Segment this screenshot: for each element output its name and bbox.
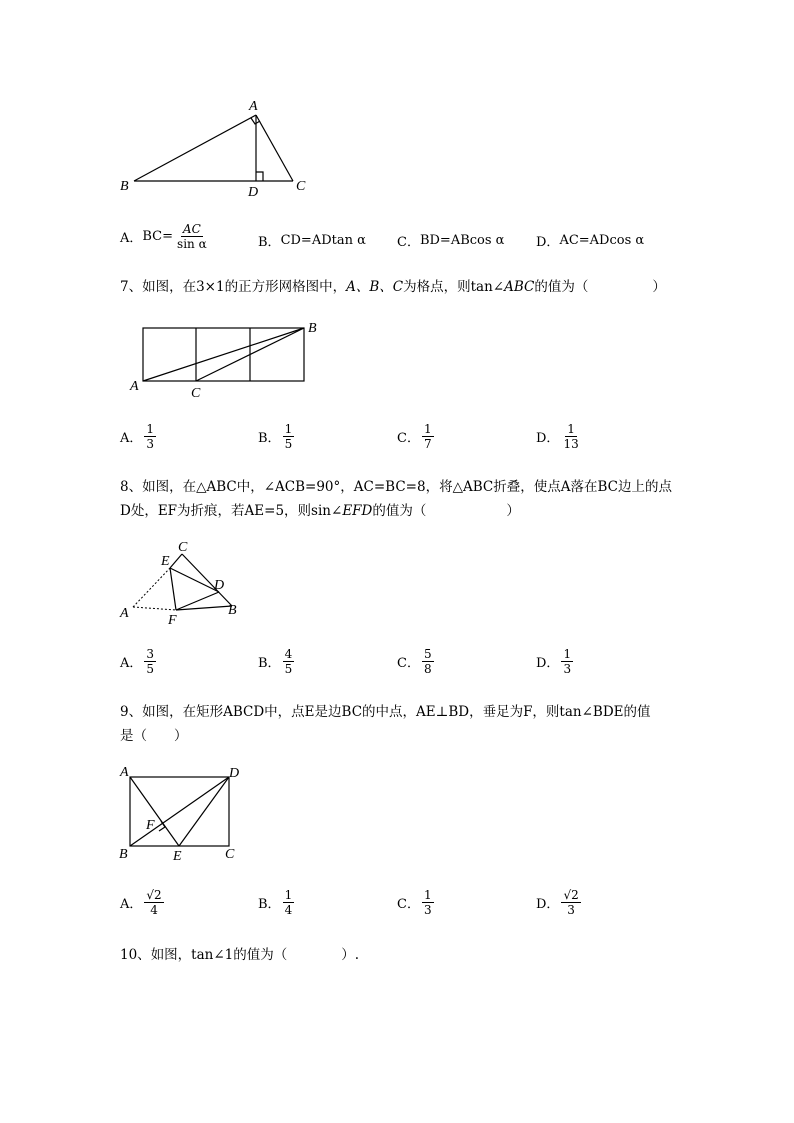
q6-option-d[interactable]: D． AC=ADcos α	[536, 233, 645, 250]
label-B: B	[120, 179, 129, 194]
q9-option-b[interactable]: B． $\frac{1}{4}$	[258, 888, 293, 917]
question-8-stem: 8、如图，在△ABC中，∠ACB=90°，AC=BC=8，将△ABC折叠，使点A落在BC边上的点 D处，EF为折痕，若AE=5，则sin∠EFD的值为（ ）	[120, 479, 672, 519]
q7-option-c[interactable]: C． $\frac{1}{7}$	[397, 422, 432, 451]
label-A: A	[120, 765, 129, 780]
q9-option-d[interactable]: D． $\frac{√2}{3}$	[536, 888, 579, 917]
q8-option-b[interactable]: B． $\frac{4}{5}$	[258, 647, 293, 676]
q7-option-b[interactable]: B． $\frac{1}{5}$	[258, 422, 293, 451]
question-10-stem: 10、如图，tan∠1的值为（ ）.	[120, 947, 360, 963]
label-A: A	[130, 379, 139, 394]
label-C: C	[191, 386, 201, 401]
fraction: $\frac{AC}{\text{sin α}}$	[177, 222, 207, 251]
label-F: F	[168, 613, 177, 628]
q8-option-d[interactable]: D． $\frac{1}{3}$	[536, 647, 572, 676]
question-9-stem: 9、如图，在矩形ABCD中，点E是边BC的中点，AE⊥BD，垂足为F，则tan∠BDE的值 是（ ）	[120, 704, 651, 744]
figure-q8	[115, 535, 250, 630]
label-A: A	[249, 99, 258, 114]
q6-option-c[interactable]: C． BD=ABcos α	[397, 233, 505, 250]
q6-option-a[interactable]: A． BC= $\frac{AC}{\text{sin α}}$	[120, 222, 207, 251]
q7-option-a[interactable]: A． $\frac{1}{3}$	[120, 422, 155, 451]
label-D: D	[214, 578, 225, 593]
figure-q7	[125, 318, 325, 403]
label-E: E	[173, 849, 182, 864]
label-B: B	[119, 847, 128, 862]
label-C: C	[225, 847, 235, 862]
question-7-stem: 7、如图，在3×1的正方形网格图中，A、B、C为格点，则tan∠ABC的值为（ ）	[120, 279, 666, 295]
label-F: F	[146, 818, 155, 833]
label-C: C	[296, 179, 306, 194]
label-D: D	[229, 766, 240, 781]
label-D: D	[248, 185, 259, 200]
q8-option-a[interactable]: A． $\frac{3}{5}$	[120, 647, 155, 676]
figure-q9	[115, 760, 250, 865]
q7-option-d[interactable]: D． $\frac{1}{13}$	[536, 422, 579, 451]
label-B: B	[308, 321, 317, 336]
q6-option-b[interactable]: B． CD=ADtan α	[258, 233, 366, 250]
q8-option-c[interactable]: C． $\frac{5}{8}$	[397, 647, 432, 676]
label-B: B	[228, 603, 237, 618]
label-C: C	[178, 540, 188, 555]
label-E: E	[161, 554, 170, 569]
q9-option-c[interactable]: C． $\frac{1}{3}$	[397, 888, 432, 917]
label-A: A	[120, 606, 129, 621]
figure-q6	[110, 95, 320, 205]
q9-option-a[interactable]: A． $\frac{√2}{4}$	[120, 888, 162, 917]
